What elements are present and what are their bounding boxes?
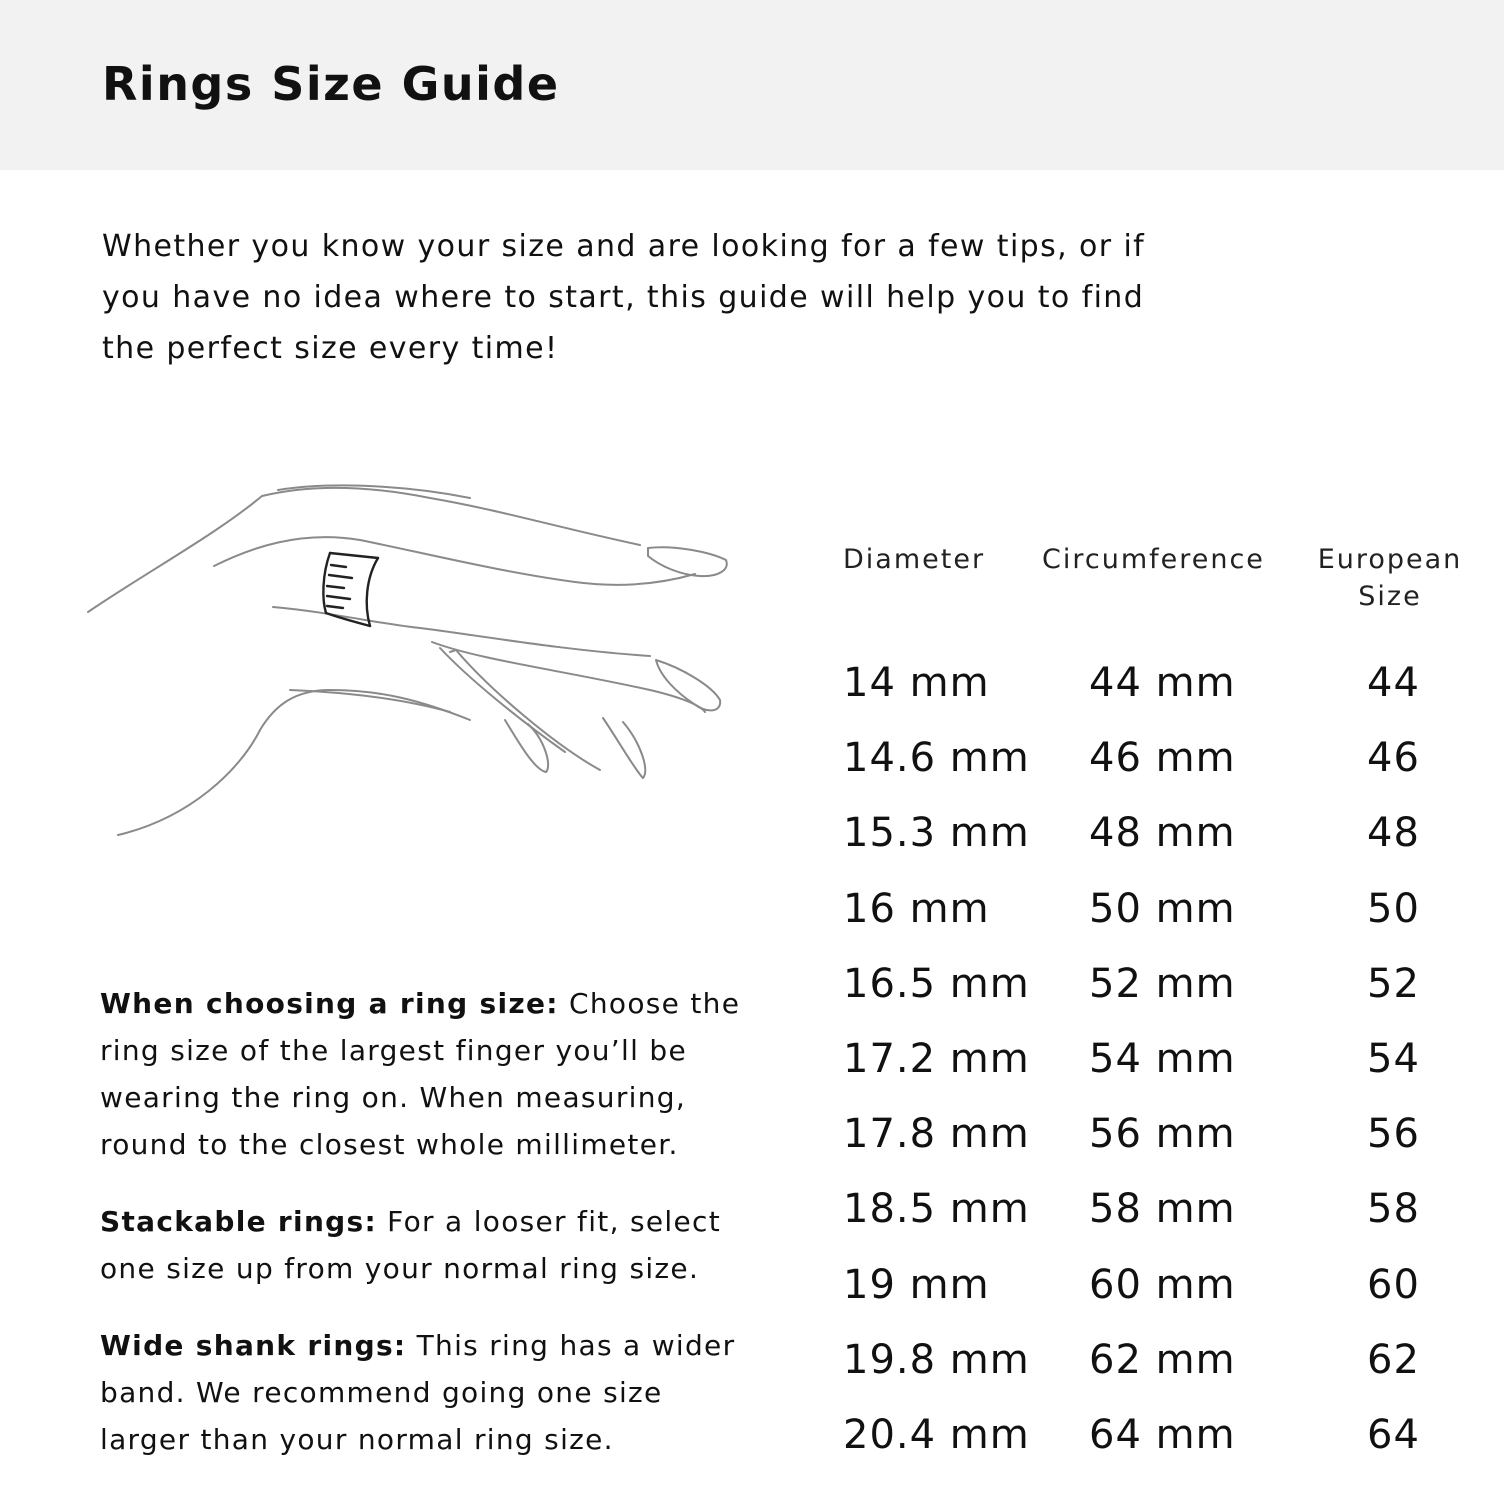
table-row bbox=[843, 795, 1493, 870]
table-row bbox=[843, 1322, 1493, 1397]
header-banner bbox=[0, 0, 1504, 170]
cell-diameter: 20.4 mm bbox=[843, 1411, 1030, 1458]
table-row bbox=[843, 1171, 1493, 1246]
cell-diameter: 16.5 mm bbox=[843, 960, 1030, 1007]
intro-line: you have no idea where to start, this guide will help you to find bbox=[102, 280, 1145, 315]
cell-circumference: 44 mm bbox=[1089, 660, 1236, 706]
tip-choosing-size bbox=[100, 980, 780, 1168]
table-row bbox=[843, 720, 1493, 795]
table-header bbox=[843, 535, 1493, 645]
tip-text: band. We recommend going one size bbox=[100, 1376, 663, 1409]
tip-text: For a looser fit, select bbox=[376, 1205, 721, 1238]
cell-european-size: 54 bbox=[1367, 1035, 1420, 1082]
sizing-tips bbox=[100, 980, 780, 1493]
cell-diameter: 14.6 mm bbox=[843, 735, 1030, 782]
cell-european-size: 60 bbox=[1367, 1261, 1420, 1308]
cell-diameter: 17.2 mm bbox=[843, 1035, 1030, 1082]
intro-line: Whether you know your size and are looking for a few tips, or if bbox=[102, 229, 1146, 264]
cell-european-size: 52 bbox=[1367, 960, 1420, 1007]
header-circumference: Circumference bbox=[1042, 544, 1265, 575]
tip-text: wearing the ring on. When measuring, bbox=[100, 1081, 687, 1114]
cell-circumference: 60 mm bbox=[1089, 1261, 1236, 1308]
tip-label: Wide shank rings: bbox=[100, 1329, 407, 1362]
tip-label: When choosing a ring size: bbox=[100, 987, 559, 1020]
cell-european-size: 58 bbox=[1367, 1186, 1420, 1233]
cell-diameter: 18.5 mm bbox=[843, 1186, 1030, 1233]
cell-european-size: 64 bbox=[1367, 1411, 1420, 1458]
cell-circumference: 52 mm bbox=[1089, 960, 1236, 1007]
cell-european-size: 62 bbox=[1367, 1336, 1420, 1383]
cell-circumference: 58 mm bbox=[1089, 1186, 1236, 1233]
cell-diameter: 15.3 mm bbox=[843, 810, 1030, 857]
cell-circumference: 56 mm bbox=[1089, 1111, 1236, 1158]
cell-diameter: 16 mm bbox=[843, 885, 990, 932]
cell-diameter: 19.8 mm bbox=[843, 1336, 1030, 1383]
cell-circumference: 62 mm bbox=[1089, 1336, 1236, 1383]
table-row bbox=[843, 1021, 1493, 1096]
tip-stackable-rings bbox=[100, 1198, 780, 1292]
cell-european-size: 46 bbox=[1367, 735, 1420, 782]
cell-circumference: 50 mm bbox=[1089, 885, 1236, 932]
cell-european-size: 44 bbox=[1367, 660, 1420, 706]
tip-wide-shank-rings bbox=[100, 1322, 780, 1463]
page-title: Rings Size Guide bbox=[102, 57, 560, 111]
table-row bbox=[843, 1397, 1493, 1472]
table-row bbox=[843, 1096, 1493, 1171]
cell-circumference: 64 mm bbox=[1089, 1411, 1236, 1458]
header-diameter: Diameter bbox=[843, 544, 986, 575]
table-body bbox=[843, 645, 1493, 1472]
cell-diameter: 14 mm bbox=[843, 660, 990, 706]
header-european-size: European Size bbox=[1317, 544, 1463, 612]
table-row bbox=[843, 645, 1493, 720]
cell-european-size: 50 bbox=[1367, 885, 1420, 932]
tip-text: Choose the bbox=[558, 987, 741, 1020]
cell-circumference: 46 mm bbox=[1089, 735, 1236, 782]
cell-circumference: 54 mm bbox=[1089, 1035, 1236, 1082]
tip-text: larger than your normal ring size. bbox=[100, 1423, 614, 1456]
intro-line: the perfect size every time! bbox=[102, 331, 559, 366]
cell-european-size: 48 bbox=[1367, 810, 1420, 857]
size-table bbox=[843, 535, 1493, 1472]
tip-text: round to the closest whole millimeter. bbox=[100, 1128, 679, 1161]
tip-text: one size up from your normal ring size. bbox=[100, 1252, 700, 1285]
table-row bbox=[843, 871, 1493, 946]
hand-with-ring-icon bbox=[80, 470, 740, 850]
intro-text bbox=[102, 221, 1302, 374]
table-row bbox=[843, 946, 1493, 1021]
cell-diameter: 19 mm bbox=[843, 1261, 990, 1308]
cell-diameter: 17.8 mm bbox=[843, 1111, 1030, 1158]
cell-circumference: 48 mm bbox=[1089, 810, 1236, 857]
table-row bbox=[843, 1247, 1493, 1322]
tip-text: ring size of the largest finger you’ll be bbox=[100, 1034, 687, 1067]
tip-text: This ring has a wider bbox=[406, 1329, 736, 1362]
tip-label: Stackable rings: bbox=[100, 1205, 377, 1238]
cell-european-size: 56 bbox=[1367, 1111, 1420, 1158]
